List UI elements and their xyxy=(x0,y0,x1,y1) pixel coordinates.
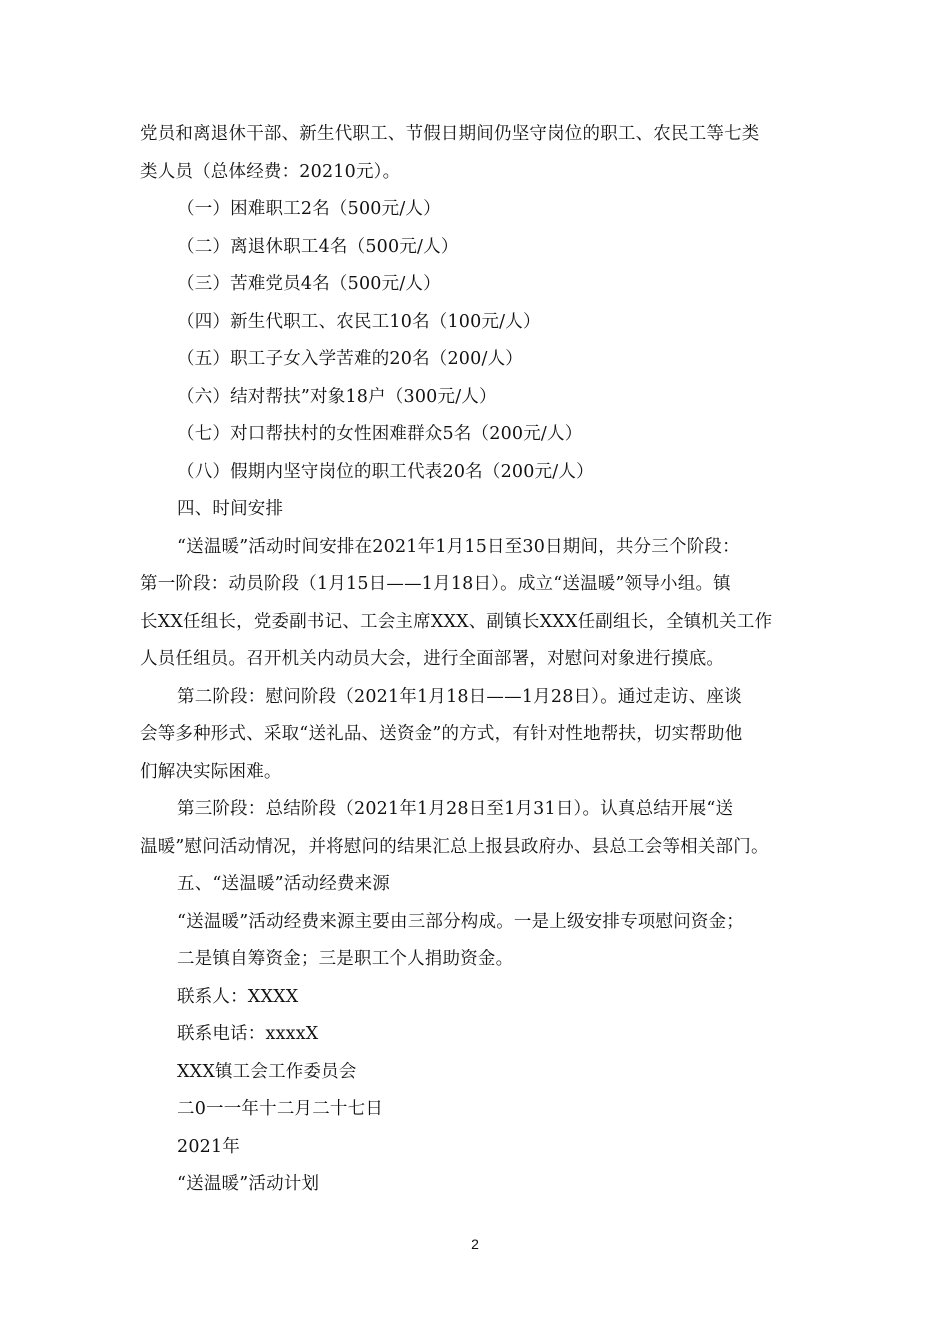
text-line: “送温暖”活动计划 xyxy=(177,1174,320,1194)
document-body xyxy=(140,116,830,1204)
text-line: “送温暖”活动时间安排在2021年1月15日至30日期间，共分三个阶段： xyxy=(177,536,740,557)
text-line: 长XX任组长，党委副书记、工会主席XXX、副镇长XXX任副组长，全镇机关工作 xyxy=(140,611,773,632)
text-line: 第二阶段：慰问阶段（2021年1月18日——1月28日）。通过走访、座谈 xyxy=(177,686,742,707)
text-line: 二0一一年十二月二十七日 xyxy=(177,1099,384,1119)
text-line: 人员任组员。召开机关内动员大会，进行全面部署，对慰问对象进行摸底。 xyxy=(140,649,725,669)
text-line: 党员和离退休干部、新生代职工、节假日期间仍坚守岗位的职工、农民工等七类 xyxy=(140,124,760,144)
text-line: （一）困难职工2名（500元/人） xyxy=(177,199,441,219)
text-line: “送温暖”活动经费来源主要由三部分构成。一是上级安排专项慰问资金； xyxy=(177,911,744,932)
text-line: （七）对口帮扶村的女性困难群众5名（200元/人） xyxy=(177,424,583,444)
text-line: 第三阶段：总结阶段（2021年1月28日至1月31日）。认真总结开展“送 xyxy=(177,799,734,819)
text-line: （三）苦难党员4名（500元/人） xyxy=(177,274,441,294)
text-line: （五）职工子女入学苦难的20名（200/人） xyxy=(177,349,523,369)
text-line: 第一阶段：动员阶段（1月15日——1月18日）。成立“送温暖”领导小组。镇 xyxy=(140,574,731,594)
text-line: 联系电话：xxxxX xyxy=(177,1024,319,1044)
text-line: 2021年 xyxy=(177,1136,241,1157)
page-number: 2 xyxy=(471,1236,479,1252)
text-line: 联系人：XXXX xyxy=(177,986,299,1007)
text-line: （四）新生代职工、农民工10名（100元/人） xyxy=(177,311,541,332)
text-line: 类人员（总体经费：20210元）。 xyxy=(140,161,401,182)
text-line: 二是镇自筹资金；三是职工个人捐助资金。 xyxy=(177,949,514,969)
text-line: XXX镇工会工作委员会 xyxy=(177,1061,357,1082)
text-line: 温暖”慰问活动情况，并将慰问的结果汇总上报县政府办、县总工会等相关部门。 xyxy=(140,836,769,857)
text-line: 们解决实际困难。 xyxy=(140,761,282,782)
text-line: （二）离退休职工4名（500元/人） xyxy=(177,236,459,257)
text-line: 五、“送温暖”活动经费来源 xyxy=(177,874,390,894)
text-line: （八）假期内坚守岗位的职工代表20名（200元/人） xyxy=(177,461,594,482)
text-line: 四、时间安排 xyxy=(177,499,284,519)
text-line: （六）结对帮扶”对象18户（300元/人） xyxy=(177,386,497,407)
text-line: 会等多种形式、采取“送礼品、送资金”的方式，有针对性地帮扶，切实帮助他 xyxy=(140,724,743,744)
